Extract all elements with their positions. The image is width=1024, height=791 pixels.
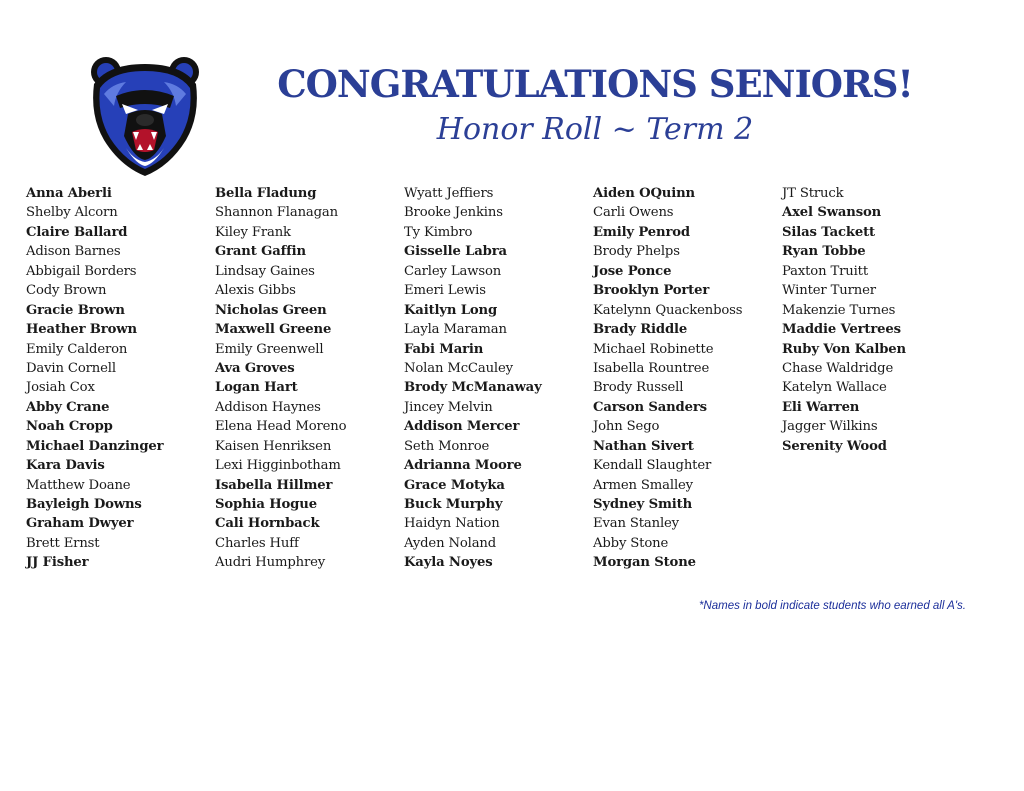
student-name: Abby Crane xyxy=(26,399,110,415)
bold-names-footnote: *Names in bold indicate students who earned all A's. xyxy=(698,600,966,612)
student-name: Brooklyn Porter xyxy=(593,283,710,299)
student-name: Ruby Von Kalben xyxy=(782,341,906,357)
student-name: Adison Barnes xyxy=(26,244,121,260)
student-name: Eli Warren xyxy=(782,399,860,415)
student-name: JT Struck xyxy=(782,186,844,201)
student-name: Chase Waldridge xyxy=(782,360,894,376)
student-name: Fabi Marin xyxy=(404,341,484,357)
student-name: Jose Ponce xyxy=(593,263,672,279)
student-name: Josiah Cox xyxy=(26,380,95,396)
student-name: Bella Fladung xyxy=(215,186,317,201)
student-name: Axel Swanson xyxy=(782,205,882,221)
student-name: Matthew Doane xyxy=(26,477,131,493)
student-name: Alexis Gibbs xyxy=(215,283,296,299)
student-name: Lindsay Gaines xyxy=(215,263,315,279)
student-name: Emily Penrod xyxy=(593,224,690,240)
page-title: CONGRATULATIONS SENIORS! xyxy=(277,62,913,106)
student-name: Ava Groves xyxy=(215,360,295,376)
student-name: Carley Lawson xyxy=(404,263,502,279)
student-name: Emily Greenwell xyxy=(215,341,324,357)
page-subtitle: Honor Roll ~ Term 2 xyxy=(436,112,754,147)
student-name: John Sego xyxy=(593,419,660,435)
student-name: Elena Head Moreno xyxy=(215,419,347,435)
student-name: Anna Aberli xyxy=(26,186,112,201)
student-name: Morgan Stone xyxy=(593,555,696,571)
student-name: Ty Kimbro xyxy=(404,224,473,240)
student-name: Isabella Hillmer xyxy=(215,477,333,493)
student-name: Brody Phelps xyxy=(593,244,680,260)
student-name: Buck Murphy xyxy=(404,497,503,512)
student-name: Isabella Rountree xyxy=(593,360,710,376)
student-name: Addison Haynes xyxy=(215,399,321,415)
student-name: Maxwell Greene xyxy=(215,322,332,338)
student-name: Kayla Noyes xyxy=(404,555,493,571)
student-name: Michael Danzinger xyxy=(26,438,164,454)
student-name: Heather Brown xyxy=(26,322,137,338)
student-name: Logan Hart xyxy=(215,380,298,396)
student-name: Makenzie Turnes xyxy=(782,302,896,318)
student-name: Winter Turner xyxy=(782,283,876,299)
student-name: Armen Smalley xyxy=(593,477,693,493)
student-name: Charles Huff xyxy=(215,535,299,551)
student-name: Evan Stanley xyxy=(593,516,679,532)
student-name: Kaitlyn Long xyxy=(404,302,498,318)
student-name: Layla Maraman xyxy=(404,322,507,338)
student-name: Kara Davis xyxy=(26,458,105,474)
student-name: Addison Mercer xyxy=(404,419,520,435)
student-name: Noah Cropp xyxy=(26,419,113,435)
student-name: Graham Dwyer xyxy=(26,516,134,532)
student-name: Cody Brown xyxy=(26,283,107,299)
student-name: Paxton Truitt xyxy=(782,263,868,279)
student-name: Lexi Higginbotham xyxy=(215,458,341,474)
student-name: Nathan Sivert xyxy=(593,438,694,454)
student-name: Serenity Wood xyxy=(782,438,887,454)
student-name: Brody McManaway xyxy=(404,380,542,396)
name-column-5 xyxy=(782,184,906,456)
student-name: Silas Tackett xyxy=(782,224,875,240)
name-column-4 xyxy=(593,184,742,573)
student-name: Haidyn Nation xyxy=(404,516,500,532)
student-name: Gisselle Labra xyxy=(404,244,507,260)
student-name: Sophia Hogue xyxy=(215,497,317,512)
student-name: Audri Humphrey xyxy=(215,555,326,571)
student-name: Sydney Smith xyxy=(593,497,693,512)
student-name: Kiley Frank xyxy=(215,224,291,240)
student-name: Abby Stone xyxy=(593,535,669,551)
student-name: Abbigail Borders xyxy=(26,263,137,279)
student-name: Claire Ballard xyxy=(26,224,128,240)
name-column-1 xyxy=(26,184,163,573)
student-name: Emeri Lewis xyxy=(404,283,486,299)
student-name: Kendall Slaughter xyxy=(593,458,712,474)
student-name: Carson Sanders xyxy=(593,399,707,415)
student-name: Ryan Tobbe xyxy=(782,244,866,260)
student-name: Bayleigh Downs xyxy=(26,497,142,512)
student-name: Brooke Jenkins xyxy=(404,205,503,221)
student-name: Nicholas Green xyxy=(215,302,327,318)
student-name: Gracie Brown xyxy=(26,302,125,318)
bear-mascot-icon xyxy=(86,54,204,178)
student-name: Katelyn Wallace xyxy=(782,380,887,396)
student-name: Maddie Vertrees xyxy=(782,322,901,338)
student-name: Emily Calderon xyxy=(26,341,128,357)
student-name: Carli Owens xyxy=(593,205,674,221)
student-name: Brady Riddle xyxy=(593,322,688,338)
student-name: Katelynn Quackenboss xyxy=(593,302,743,318)
student-name: Adrianna Moore xyxy=(404,458,522,474)
name-column-2 xyxy=(215,184,346,573)
student-name: Davin Cornell xyxy=(26,360,116,376)
student-name: Jagger Wilkins xyxy=(782,419,878,435)
student-name: Jincey Melvin xyxy=(404,399,493,415)
student-name: Wyatt Jeffiers xyxy=(404,186,494,201)
student-name: Grant Gaffin xyxy=(215,244,306,260)
student-name: Brody Russell xyxy=(593,380,684,396)
honor-roll-columns xyxy=(26,184,986,584)
student-name: Nolan McCauley xyxy=(404,360,513,376)
student-name: Brett Ernst xyxy=(26,535,100,551)
student-name: Aiden OQuinn xyxy=(593,186,695,201)
name-column-3 xyxy=(404,184,542,573)
student-name: Ayden Noland xyxy=(404,535,497,551)
student-name: JJ Fisher xyxy=(26,555,89,571)
student-name: Cali Hornback xyxy=(215,516,320,532)
student-name: Shelby Alcorn xyxy=(26,205,118,221)
student-name: Kaisen Henriksen xyxy=(215,438,332,454)
student-name: Grace Motyka xyxy=(404,477,505,493)
student-name: Seth Monroe xyxy=(404,438,490,454)
student-name: Shannon Flanagan xyxy=(215,205,338,221)
student-name: Michael Robinette xyxy=(593,341,714,357)
